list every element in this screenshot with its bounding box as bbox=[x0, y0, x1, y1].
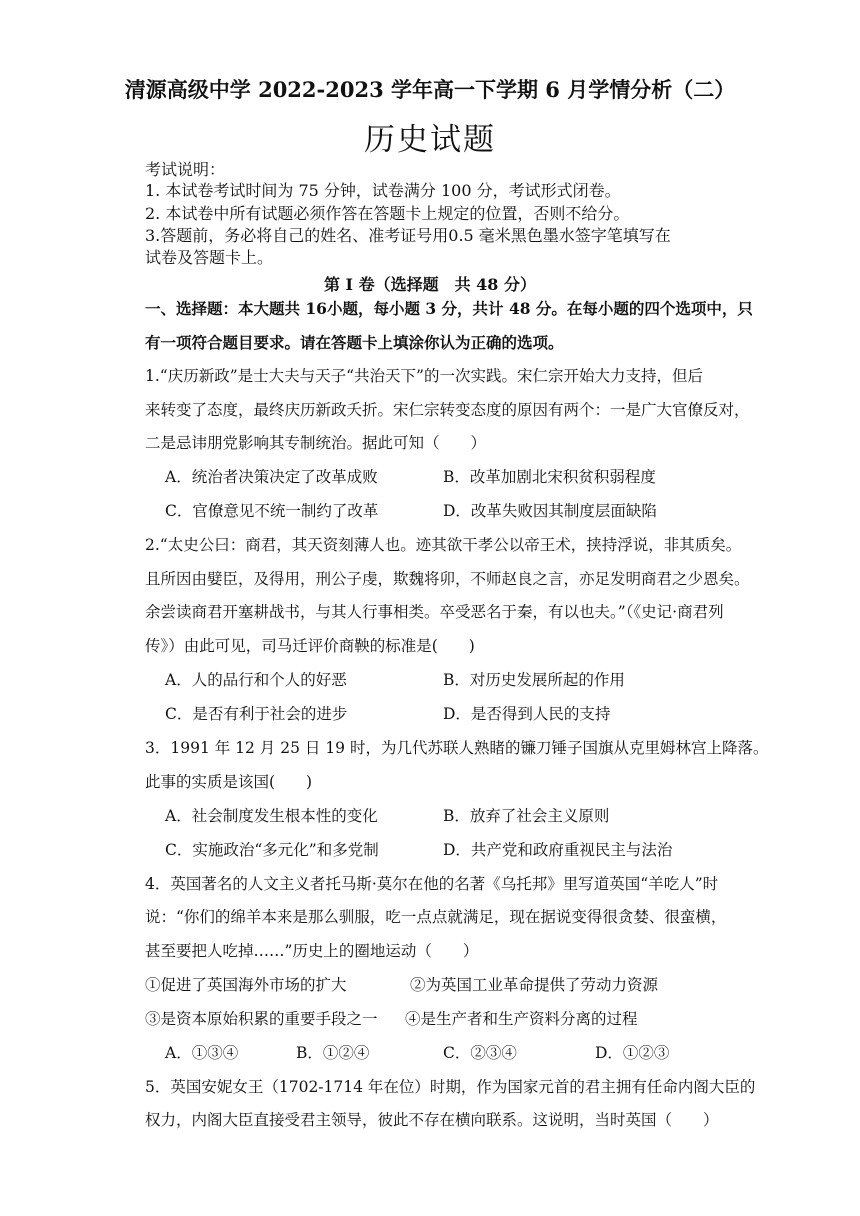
question-4-text: 4．英国著名的人文主义者托马斯·莫尔在他的名著《乌托邦》里写道英国“羊吃人”时 bbox=[145, 875, 719, 893]
question-1-option-a: A．统治者决策决定了改革成败 bbox=[165, 468, 378, 486]
instructions-heading: 考试说明： bbox=[145, 160, 226, 179]
question-4-option-c: C．②③④ bbox=[443, 1044, 517, 1062]
question-2-option-d: D．是否得到人民的支持 bbox=[443, 705, 611, 723]
section-intro: 有一项符合题目要求。请在答题卡上填涂你认为正确的选项。 bbox=[145, 333, 564, 352]
section-title: 第 I 卷（选择题 共 48 分） bbox=[323, 275, 537, 294]
instruction-item: 试卷及答题卡上。 bbox=[145, 248, 274, 267]
instruction-item: 2. 本试卷中所有试题必须作答在答题卡上规定的位置，否则不给分。 bbox=[145, 204, 630, 223]
question-3-option-b: B．放弃了社会主义原则 bbox=[443, 807, 610, 825]
question-3-option-d: D．共产党和政府重视民主与法治 bbox=[443, 841, 673, 859]
question-5-text: 5．英国安妮女王（1702-1714 年在位）时期，作为国家元首的君主拥有任命内阁大臣的 bbox=[145, 1078, 756, 1096]
question-2-text: 2.“太史公曰：商君，其天资刻薄人也。迹其欲干孝公以帝王术，挟持浮说，非其质矣。 bbox=[145, 536, 742, 554]
question-2-text: 余尝读商君开塞耕战书，与其人行事相类。卒受恶名于秦，有以也夫。”（《史记·商君列 bbox=[145, 603, 724, 621]
question-3-option-c: C．实施政治“多元化”和多党制 bbox=[165, 841, 379, 859]
question-4-statement-2: ②为英国工业革命提供了劳动力资源 bbox=[410, 976, 659, 994]
question-3-text: 此事的实质是该国( ) bbox=[145, 773, 313, 791]
question-4-statement-4: ④是生产者和生产资料分离的过程 bbox=[405, 1010, 638, 1028]
question-2-option-c: C．是否有利于社会的进步 bbox=[165, 705, 348, 723]
question-1-text: 1.“庆历新政”是士大夫与天子“共治天下”的一次实践。宋仁宗开始大力支持，但后 bbox=[145, 367, 703, 385]
question-4-text: 说：“你们的绵羊本来是那么驯服，吃一点点就满足，现在据说变得很贪婪、很蛮横， bbox=[145, 908, 727, 926]
question-4-statement-3: ③是资本原始积累的重要手段之一 bbox=[145, 1010, 378, 1028]
question-1-option-c: C．官僚意见不统一制约了改革 bbox=[165, 502, 379, 520]
instruction-item: 3.答题前，务必将自己的姓名、准考证号用0.5 毫米黑色墨水签字笔填写在 bbox=[145, 226, 671, 245]
instruction-item: 1. 本试卷考试时间为 75 分钟，试卷满分 100 分，考试形式闭卷。 bbox=[145, 181, 621, 200]
question-4-option-a: A．①③④ bbox=[165, 1044, 239, 1062]
question-5-text: 权力，内阁大臣直接受君主领导，彼此不存在横向联系。这说明，当时英国（ ） bbox=[145, 1111, 719, 1129]
question-2-option-b: B．对历史发展所起的作用 bbox=[443, 671, 625, 689]
question-2-text: 传》）由此可见，司马迁评价商鞅的标准是( ) bbox=[145, 637, 475, 655]
subject-title: 历史试题 bbox=[364, 122, 496, 158]
question-1-option-d: D．改革失败因其制度层面缺陷 bbox=[443, 502, 657, 520]
question-1-text: 来转变了态度，最终庆历新政夭折。宋仁宗转变态度的原因有两个：一是广大官僚反对， bbox=[145, 401, 750, 419]
question-3-text: 3．1991 年 12 月 25 日 19 时，为几代苏联人熟睹的镰刀锤子国旗从克里姆林宫上降落。 bbox=[145, 739, 769, 757]
question-2-text: 且所因由嬖臣，及得用，刑公子虔，欺魏将卯，不师赵良之言，亦足发明商君之少恩矣。 bbox=[145, 570, 750, 588]
exam-title: 清源高级中学 2022-2023 学年高一下学期 6 月学情分析（二） bbox=[124, 77, 736, 102]
question-4-option-b: B．①②④ bbox=[296, 1044, 370, 1062]
question-4-text: 甚至要把人吃掉……”历史上的圈地运动（ ） bbox=[145, 942, 479, 960]
question-4-statement-1: ①促进了英国海外市场的扩大 bbox=[145, 976, 347, 994]
question-1-text: 二是忌讳朋党影响其专制统治。据此可知（ ） bbox=[145, 434, 487, 452]
question-2-option-a: A．人的品行和个人的好恶 bbox=[165, 671, 347, 689]
question-4-option-d: D．①②③ bbox=[595, 1044, 670, 1062]
question-1-option-b: B．改革加剧北宋积贫积弱程度 bbox=[443, 468, 656, 486]
question-3-option-a: A．社会制度发生根本性的变化 bbox=[165, 807, 378, 825]
section-intro: 一、选择题：本大题共 16小题，每小题 3 分，共计 48 分。在每小题的四个选项中，只 bbox=[145, 299, 753, 318]
